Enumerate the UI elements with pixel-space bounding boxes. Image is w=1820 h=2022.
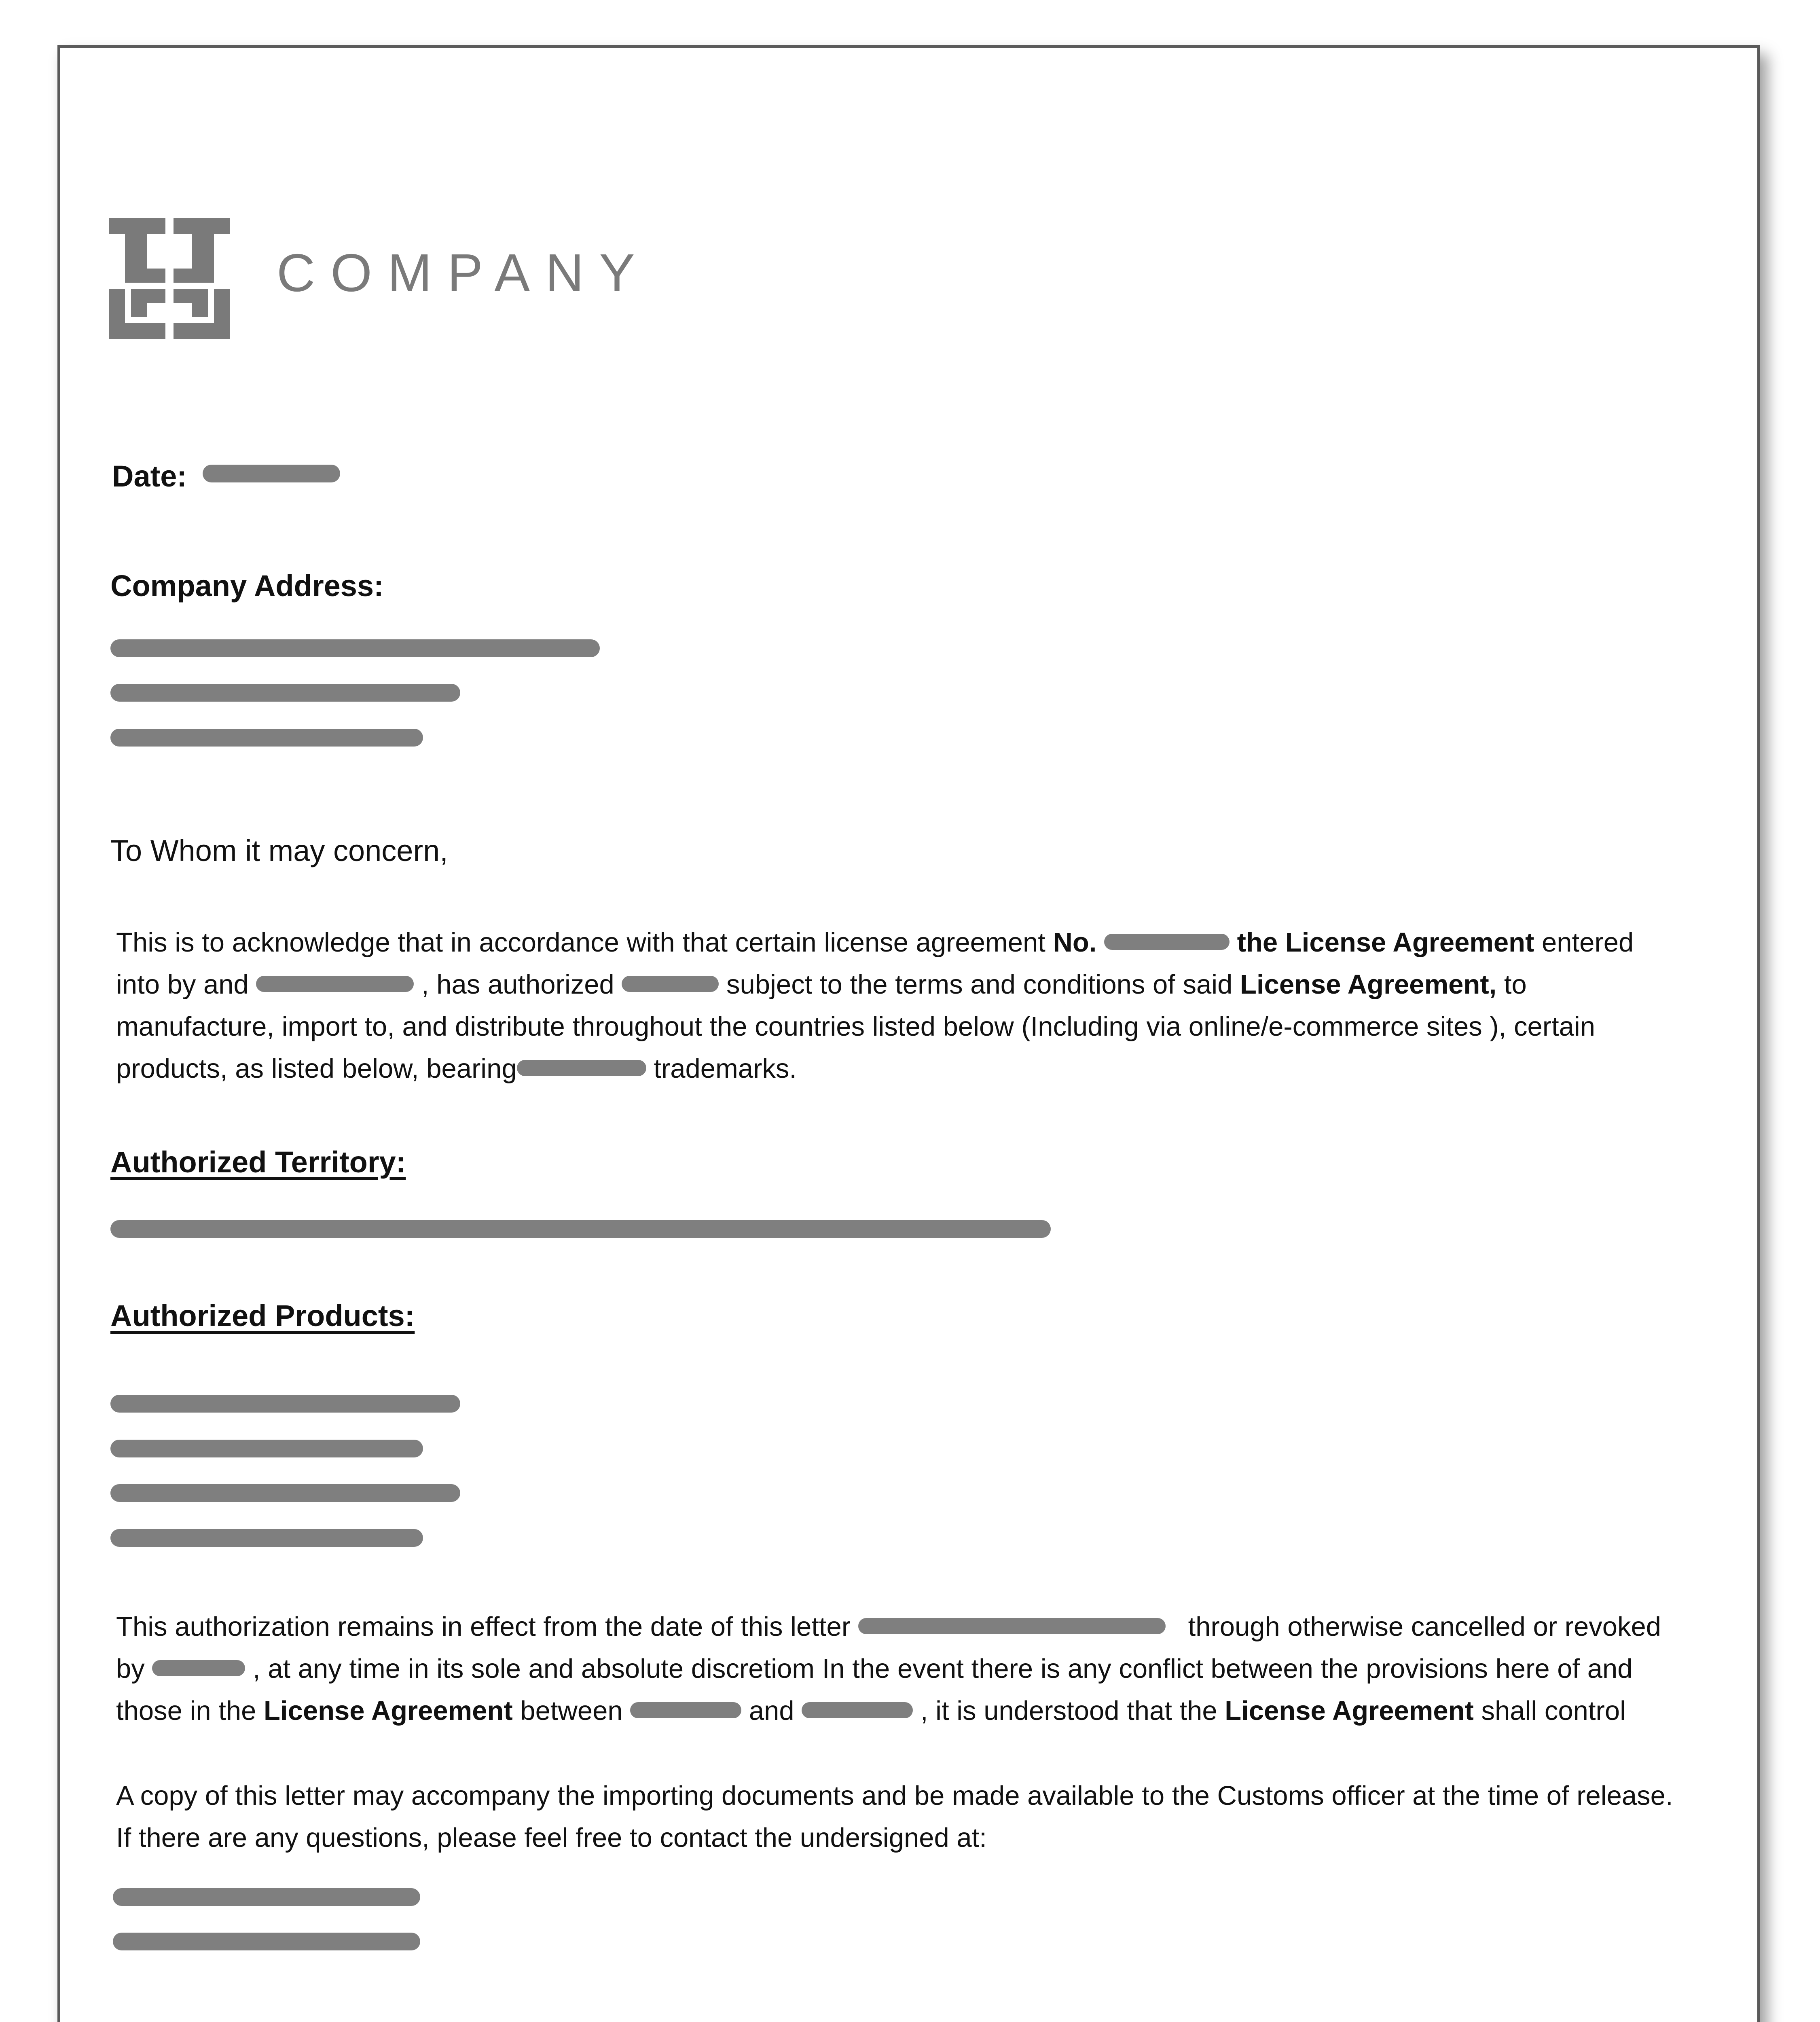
para3-line-2: If there are any questions, please feel free to contact the undersigned at:: [116, 1823, 987, 1853]
address-line-2-redaction: [110, 684, 460, 702]
company-logo-icon: [109, 218, 230, 339]
contact-line-2-redaction: [113, 1933, 420, 1950]
territory-redaction: [110, 1220, 1051, 1238]
acknowledgement-paragraph: [116, 922, 1634, 1090]
authorization-period-paragraph: [116, 1606, 1661, 1732]
date-label: Date:: [112, 459, 187, 493]
product-1-redaction: [110, 1395, 460, 1413]
para1-line-3: manufacture, import to, and distribute throughout the countries listed below (Including via online/e-commerce sites ), certain: [116, 1011, 1596, 1042]
para3-line-1: A copy of this letter may accompany the importing documents and be made available to the Customs officer at the time of release.: [116, 1781, 1673, 1811]
letter-page: [57, 45, 1760, 2022]
address-line-3-redaction: [110, 729, 423, 747]
para2-line-3: those in the License Agreement between and , it is understood that the License Agreement shall control: [116, 1696, 1626, 1726]
para2-line-2: by , at any time in its sole and absolute discretiom In the event there is any conflict between the provisions here of and: [116, 1654, 1633, 1684]
authorized-products-heading: Authorized Products:: [110, 1299, 415, 1332]
customs-paragraph: [116, 1775, 1673, 1859]
salutation: To Whom it may concern,: [110, 834, 448, 867]
date-redaction: [203, 465, 340, 482]
company-address-label: Company Address:: [110, 569, 384, 603]
product-4-redaction: [110, 1529, 423, 1547]
product-3-redaction: [110, 1484, 460, 1502]
para2-line-1: This authorization remains in effect from the date of this letter through otherwise cancelled or revoked: [116, 1612, 1661, 1642]
authorized-territory-heading: Authorized Territory:: [110, 1145, 406, 1179]
para1-line-4: products, as listed below, bearing trademarks.: [116, 1053, 797, 1084]
product-2-redaction: [110, 1440, 423, 1457]
para1-line-1: This is to acknowledge that in accordance with that certain license agreement No. the License Agreement entered: [116, 927, 1634, 958]
para1-line-2: into by and , has authorized subject to the terms and conditions of said License Agreement, to: [116, 969, 1527, 1000]
contact-line-1-redaction: [113, 1888, 420, 1906]
address-line-1-redaction: [110, 639, 600, 657]
company-wordmark: COMPANY: [277, 243, 650, 302]
